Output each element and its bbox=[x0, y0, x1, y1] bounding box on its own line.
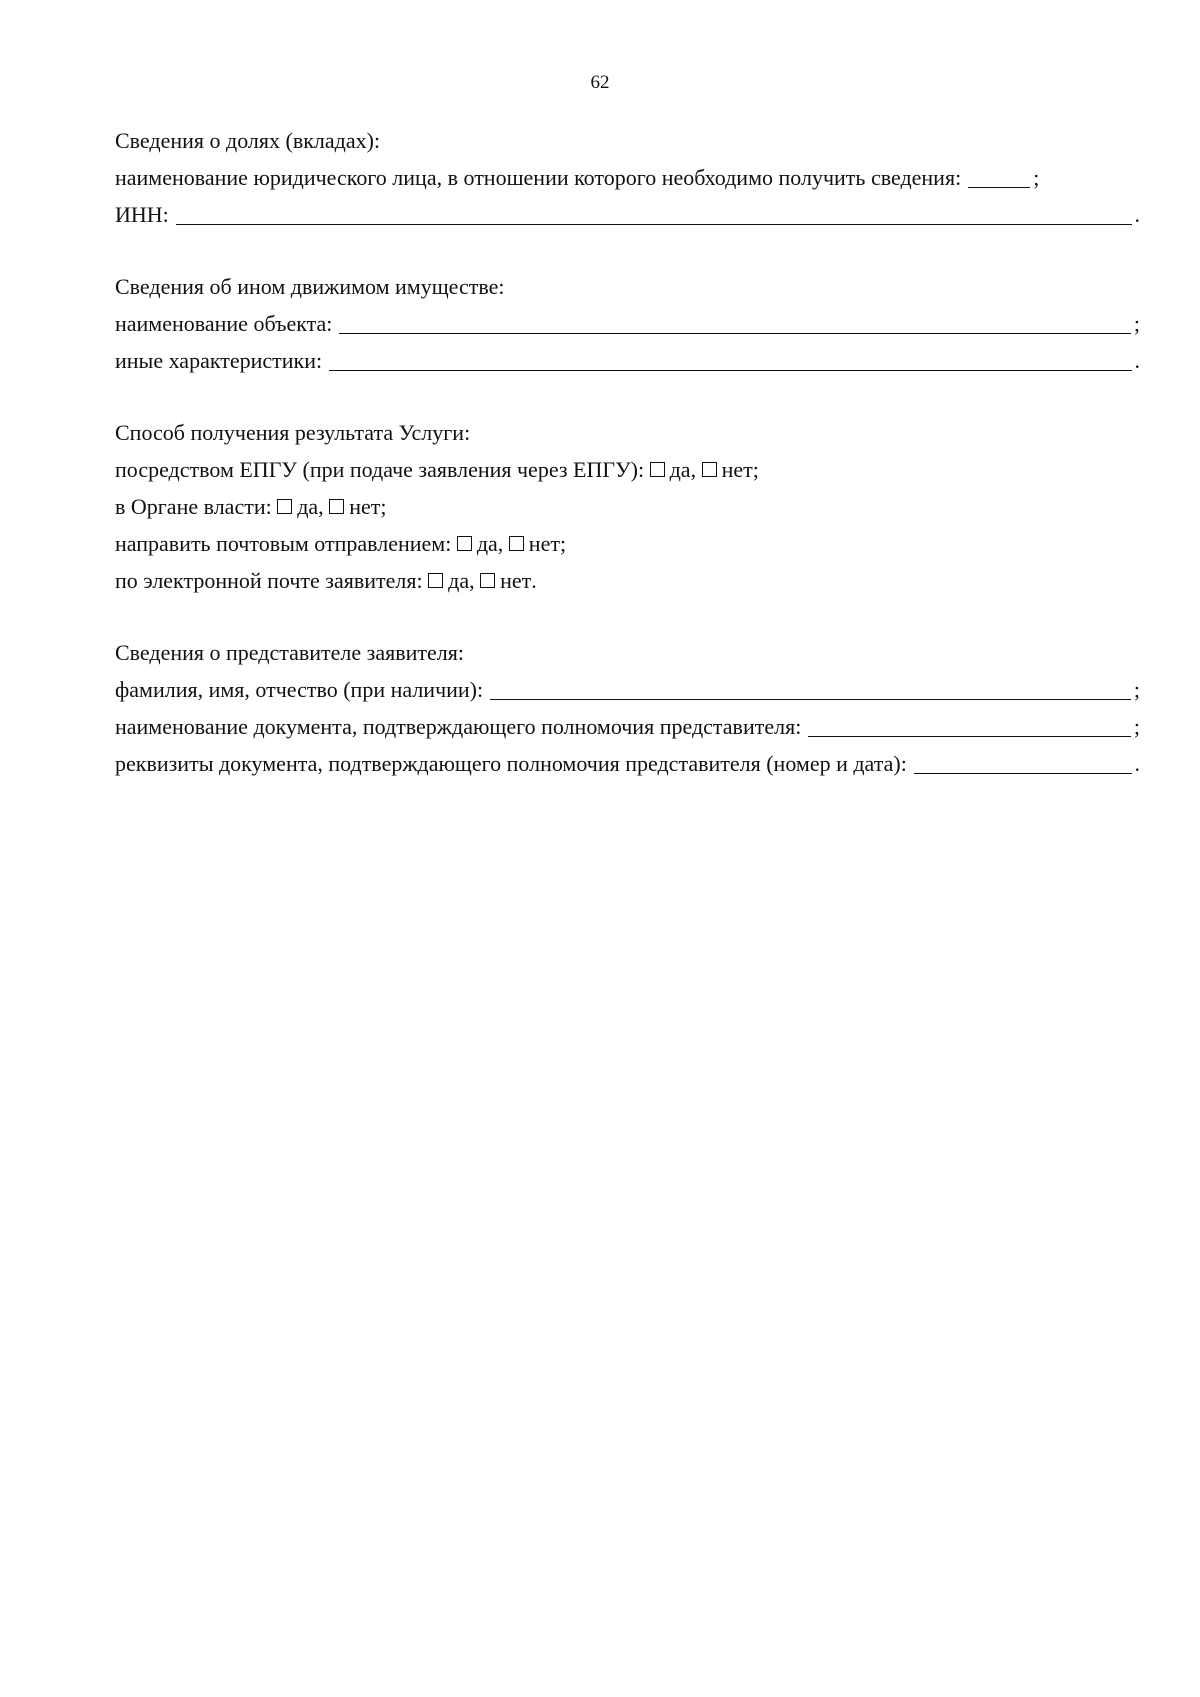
result-heading-line bbox=[115, 414, 1140, 451]
no-label: нет bbox=[721, 457, 753, 482]
no-checkbox[interactable] bbox=[509, 536, 524, 551]
result-option-epgu bbox=[115, 451, 1140, 488]
legal-entity-line bbox=[115, 159, 1140, 196]
no-option[interactable] bbox=[509, 525, 560, 562]
no-option[interactable] bbox=[480, 562, 531, 599]
shares-heading: Сведения о долях (вкладах): bbox=[115, 128, 381, 153]
no-checkbox[interactable] bbox=[702, 462, 717, 477]
doc-requisites-label: реквизиты документа, подтверждающего полномочия представителя (номер и дата): bbox=[115, 751, 907, 776]
yes-checkbox[interactable] bbox=[457, 536, 472, 551]
doc-requisites-end: . bbox=[1134, 751, 1140, 776]
option-end: ; bbox=[752, 457, 759, 482]
result-option-email bbox=[115, 562, 1140, 599]
no-label: нет bbox=[349, 494, 381, 519]
option-end: ; bbox=[380, 494, 387, 519]
representative-section bbox=[115, 634, 1140, 782]
result-option-label: посредством ЕПГУ (при подаче заявления через ЕПГУ): bbox=[115, 457, 645, 482]
doc-requisites-field[interactable] bbox=[914, 772, 1132, 774]
representative-heading-line bbox=[115, 634, 1140, 671]
no-label: нет bbox=[500, 568, 532, 593]
representative-heading: Сведения о представителе заявителя: bbox=[115, 640, 464, 665]
fio-end: ; bbox=[1133, 677, 1140, 702]
option-end: . bbox=[531, 568, 537, 593]
legal-entity-field[interactable] bbox=[968, 186, 1030, 188]
doc-name-end: ; bbox=[1133, 714, 1140, 739]
application-form bbox=[115, 122, 1140, 817]
yes-label: да, bbox=[669, 457, 697, 482]
result-method-section bbox=[115, 414, 1140, 599]
movable-heading: Сведения об ином движимом имуществе: bbox=[115, 274, 505, 299]
no-label: нет bbox=[528, 531, 560, 556]
inn-end: . bbox=[1134, 202, 1140, 227]
doc-requisites-line bbox=[115, 745, 1140, 782]
page-number: 62 bbox=[590, 72, 610, 93]
other-characteristics-label: иные характеристики: bbox=[115, 348, 323, 373]
no-option[interactable] bbox=[329, 488, 380, 525]
object-name-end: ; bbox=[1133, 311, 1140, 336]
yes-label: да, bbox=[448, 568, 475, 593]
yes-label: да, bbox=[476, 531, 504, 556]
result-option-label: направить почтовым отправлением: bbox=[115, 531, 452, 556]
no-option[interactable] bbox=[702, 451, 753, 488]
inn-field[interactable] bbox=[176, 223, 1132, 225]
yes-option[interactable] bbox=[428, 562, 474, 599]
legal-entity-label: наименование юридического лица, в отношении которого необходимо получить сведения: bbox=[115, 165, 962, 190]
yes-checkbox[interactable] bbox=[428, 573, 443, 588]
result-option-label: по электронной почте заявителя: bbox=[115, 568, 423, 593]
inn-label: ИНН: bbox=[115, 202, 169, 227]
result-option-label: в Органе власти: bbox=[115, 494, 272, 519]
movable-section bbox=[115, 268, 1140, 379]
fio-field[interactable] bbox=[490, 698, 1131, 700]
yes-label: да, bbox=[297, 494, 324, 519]
fio-line bbox=[115, 671, 1140, 708]
doc-name-field[interactable] bbox=[808, 735, 1131, 737]
other-characteristics-end: . bbox=[1134, 348, 1140, 373]
movable-heading-line bbox=[115, 268, 1140, 305]
yes-option[interactable] bbox=[650, 451, 696, 488]
object-name-line bbox=[115, 305, 1140, 342]
option-end: ; bbox=[559, 531, 567, 556]
yes-option[interactable] bbox=[457, 525, 503, 562]
other-characteristics-field[interactable] bbox=[329, 369, 1131, 371]
other-characteristics-line bbox=[115, 342, 1140, 379]
no-checkbox[interactable] bbox=[329, 499, 344, 514]
result-option-authority bbox=[115, 488, 1140, 525]
inn-line bbox=[115, 196, 1140, 233]
fio-label: фамилия, имя, отчество (при наличии): bbox=[115, 677, 484, 702]
legal-entity-end: ; bbox=[1033, 165, 1040, 190]
no-checkbox[interactable] bbox=[480, 573, 495, 588]
yes-checkbox[interactable] bbox=[277, 499, 292, 514]
yes-checkbox[interactable] bbox=[650, 462, 665, 477]
result-heading: Способ получения результата Услуги: bbox=[115, 420, 471, 445]
result-option-post bbox=[115, 525, 1140, 562]
object-name-label: наименование объекта: bbox=[115, 311, 333, 336]
yes-option[interactable] bbox=[277, 488, 323, 525]
object-name-field[interactable] bbox=[339, 332, 1130, 334]
doc-name-line bbox=[115, 708, 1140, 745]
shares-heading-line bbox=[115, 122, 1140, 159]
doc-name-label: наименование документа, подтверждающего полномочия представителя: bbox=[115, 714, 802, 739]
shares-section bbox=[115, 122, 1140, 233]
